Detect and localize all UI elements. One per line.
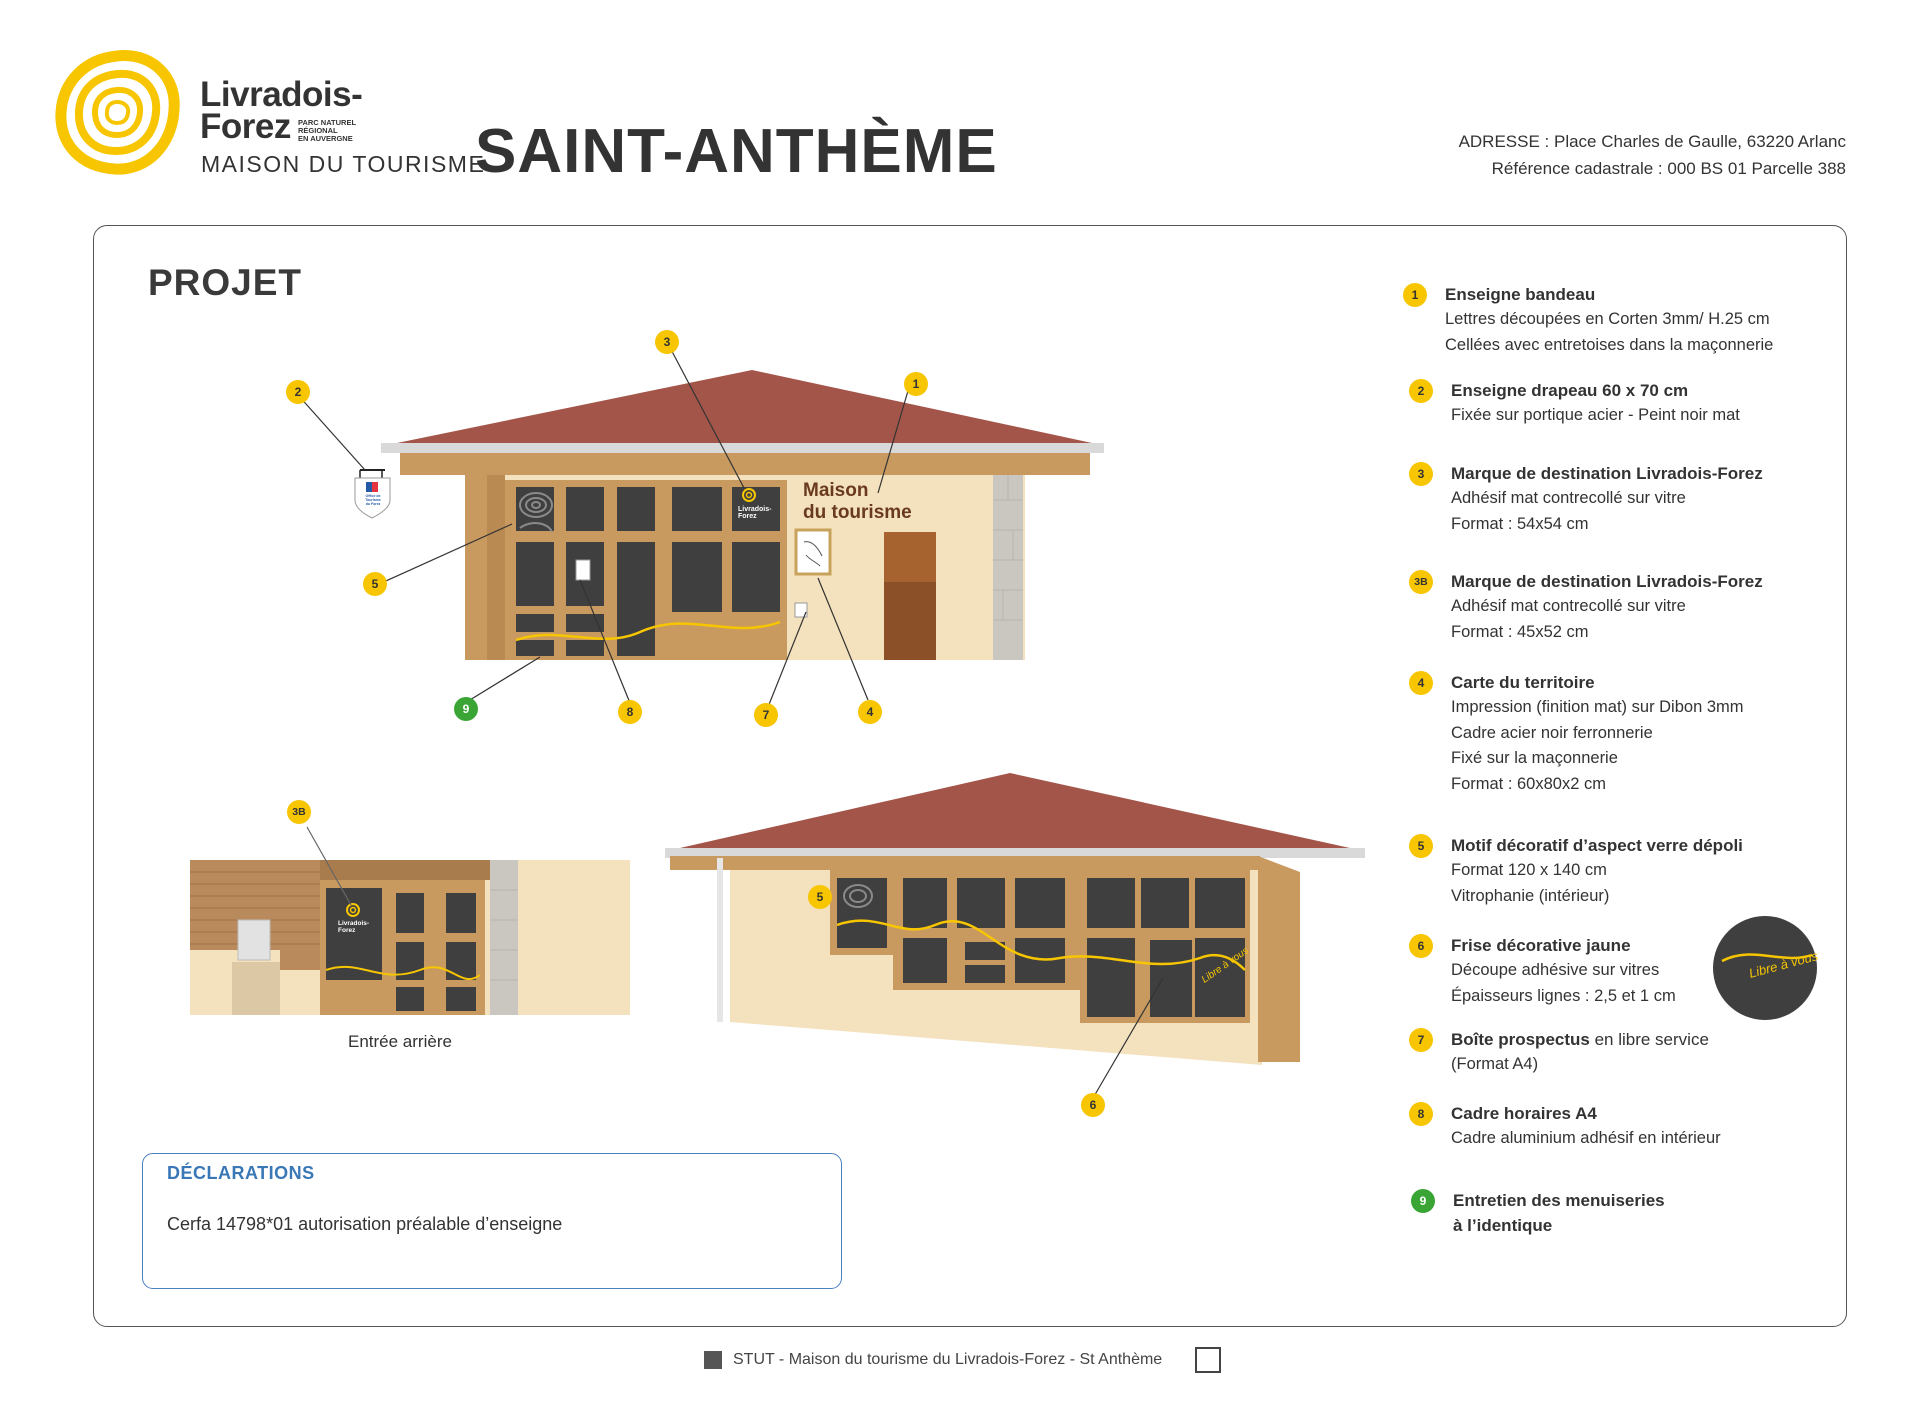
legend-item-3b: Marque de destination Livradois-Forez Adhésif mat contrecollé sur vitre Format : 45x52 cm <box>1451 572 1763 641</box>
legend-badge-8: 8 <box>1409 1102 1433 1126</box>
callout-9: 9 <box>454 697 478 721</box>
callout-7: 7 <box>754 703 778 727</box>
side-frieze-text: Libre à vous <box>1199 945 1251 986</box>
legend-badge-9: 9 <box>1411 1189 1435 1213</box>
flag-sign-text: Office de Tourisme du Forez <box>365 494 381 506</box>
footer-checkbox[interactable] <box>1195 1347 1221 1373</box>
header <box>0 0 1920 200</box>
footer <box>0 1345 1920 1375</box>
destination-mark-text: Livradois- Forez <box>738 506 772 520</box>
brand-subtitle: MAISON DU TOURISME <box>201 151 486 177</box>
legend-item-5: Motif décoratif d’aspect verre dépoli Format 120 x 140 cm Vitrophanie (intérieur) <box>1451 836 1743 905</box>
facade-sign: Maison du tourisme <box>803 480 912 523</box>
legend-item-6: Frise décorative jaune Découpe adhésive sur vitres Épaisseurs lignes : 2,5 et 1 cm <box>1451 936 1676 1005</box>
territory-map <box>796 530 830 574</box>
legend-item-2: Enseigne drapeau 60 x 70 cm Fixée sur portique acier - Peint noir mat <box>1451 381 1740 424</box>
declarations-box <box>142 1153 842 1289</box>
stone-pillar-right <box>993 474 1023 660</box>
livradois-forez-logo-icon <box>55 50 180 175</box>
legend-badge-4: 4 <box>1409 671 1433 695</box>
rear-caption: Entrée arrière <box>348 1032 452 1051</box>
legend-item-8: Cadre horaires A4 Cadre aluminium adhésif en intérieur <box>1451 1104 1721 1147</box>
callout-4: 4 <box>858 700 882 724</box>
legend-badge-6: 6 <box>1409 934 1433 958</box>
callout-6-side: 6 <box>1081 1093 1105 1117</box>
page-title: SAINT-ANTHÈME <box>475 117 998 186</box>
section-title: PROJET <box>148 262 303 303</box>
legend-badge-2: 2 <box>1409 379 1433 403</box>
brand-name-line2: Forez <box>200 107 291 146</box>
callout-1: 1 <box>904 372 928 396</box>
side-facade-illustration <box>650 765 1370 1105</box>
callout-3: 3 <box>655 330 679 354</box>
legend <box>1403 282 1833 1242</box>
footer-filled-square-icon <box>704 1351 722 1369</box>
legend-item-7: Boîte prospectus en libre service (Format A4) <box>1451 1030 1709 1073</box>
declarations-title: DÉCLARATIONS <box>167 1163 315 1183</box>
legend-badge-7: 7 <box>1409 1028 1433 1052</box>
legend-item-9: Entretien des menuiseries à l’identique <box>1453 1191 1665 1235</box>
callout-8: 8 <box>618 700 642 724</box>
address-block <box>1459 128 1846 182</box>
declarations-text: Cerfa 14798*01 autorisation préalable d’enseigne <box>167 1214 563 1234</box>
rear-entrance-illustration <box>180 800 650 1025</box>
callout-5-side: 5 <box>808 885 832 909</box>
address-line: ADRESSE : Place Charles de Gaulle, 63220 Arlanc <box>1458 132 1846 151</box>
roof-fascia <box>400 451 1090 475</box>
front-facade-illustration <box>270 320 1140 740</box>
side-roof <box>680 773 1350 848</box>
callout-5: 5 <box>363 572 387 596</box>
brand-small-text: PARC NATUREL RÉGIONAL EN AUVERGNE <box>298 118 357 143</box>
legend-item-4: Carte du territoire Impression (finition mat) sur Dibon 3mm Cadre acier noir ferronnerie Fixé sur la maçonnerie Format : 60x80x2 cm <box>1451 673 1744 793</box>
callout-3b-rear: 3B <box>287 800 311 824</box>
frieze-sample-text: Libre à vous <box>1747 948 1820 981</box>
hours-frame <box>576 560 590 580</box>
callout-2: 2 <box>286 380 310 404</box>
brand-name-line1: Livradois- <box>200 75 363 114</box>
legend-item-3: Marque de destination Livradois-Forez Adhésif mat contrecollé sur vitre Format : 54x54 cm <box>1451 464 1763 533</box>
legend-badge-3: 3 <box>1409 462 1433 486</box>
cadastre-line: Référence cadastrale : 000 BS 01 Parcelle 388 <box>1491 159 1846 178</box>
legend-badge-3b: 3B <box>1409 570 1433 594</box>
rear-destination-mark-text: Livradois- Forez <box>338 920 370 934</box>
roof <box>397 370 1092 443</box>
legend-item-1: Enseigne bandeau Lettres découpées en Corten 3mm/ H.25 cm Cellées avec entretoises dans la maçonnerie <box>1445 285 1774 354</box>
legend-badge-1: 1 <box>1403 283 1427 307</box>
footer-text: STUT - Maison du tourisme du Livradois-Forez - St Anthème <box>733 1351 1163 1368</box>
legend-badge-5: 5 <box>1409 834 1433 858</box>
